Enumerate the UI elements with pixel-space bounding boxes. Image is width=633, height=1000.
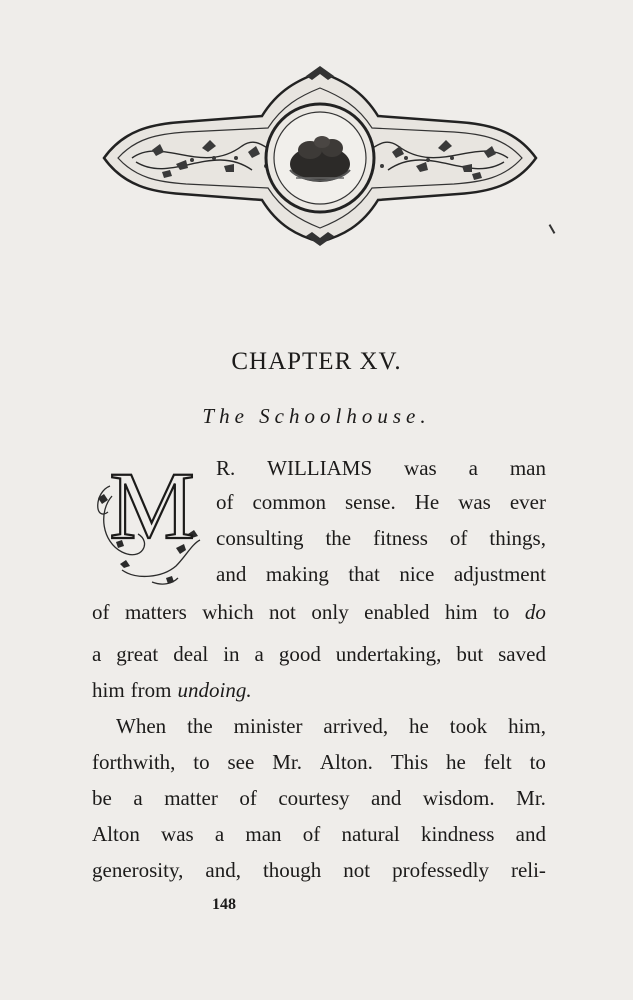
word: undertaking, (335, 642, 442, 666)
word: kindness (420, 822, 495, 846)
word: felt (483, 750, 512, 774)
word: him (92, 678, 125, 702)
word: was (161, 822, 194, 846)
word: wisdom. (422, 786, 495, 810)
word: though (262, 858, 322, 882)
word: great (116, 642, 159, 666)
word: in (223, 642, 240, 666)
word: a (254, 642, 264, 666)
word: common (252, 490, 326, 514)
word: not (343, 858, 371, 882)
word: This (390, 750, 429, 774)
text-line (92, 642, 546, 667)
word: to (193, 750, 210, 774)
decorative-drop-cap (92, 452, 210, 588)
chapter-title: CHAPTER XV. (231, 348, 402, 375)
word: courtesy (278, 786, 350, 810)
word: adjustment (453, 562, 546, 586)
word: a (468, 456, 478, 480)
word: and (371, 786, 402, 810)
word: natural (341, 822, 400, 846)
stray-ink-mark (549, 224, 556, 234)
text-line (216, 526, 546, 551)
word: a (133, 786, 143, 810)
word: WILLIAMS (267, 456, 373, 480)
word: but (456, 642, 484, 666)
word: When (116, 714, 167, 738)
word: minister (233, 714, 303, 738)
word: the (187, 714, 213, 738)
word: of (302, 822, 321, 846)
word: of (216, 490, 234, 514)
word: ever (509, 490, 546, 514)
word: him (444, 600, 478, 624)
ornamental-headpiece (92, 66, 548, 246)
word: of (449, 526, 468, 550)
word: deal (173, 642, 209, 666)
word: he (446, 750, 466, 774)
word: reli- (510, 858, 546, 882)
word: of (92, 600, 110, 624)
word: the (325, 526, 352, 550)
word: from (130, 678, 172, 702)
word: and (515, 822, 546, 846)
text-line (92, 822, 546, 847)
text-line (116, 714, 546, 739)
word: to (529, 750, 546, 774)
word: that (348, 562, 380, 586)
word: arrived, (323, 714, 389, 738)
word: and, (205, 858, 241, 882)
word: saved (498, 642, 546, 666)
text-line (92, 858, 546, 883)
word: enabled (364, 600, 430, 624)
word: consulting (216, 526, 304, 550)
chapter-subtitle: The Schoolhouse. (202, 404, 431, 428)
word: generosity, (92, 858, 184, 882)
word: he (409, 714, 429, 738)
word: do (524, 600, 546, 624)
word: things, (489, 526, 546, 550)
word: which (202, 600, 254, 624)
text-line (92, 678, 546, 703)
word: R. (216, 456, 236, 480)
word: was (458, 490, 491, 514)
drop-cap-letter: M (109, 452, 195, 559)
text-line (92, 786, 546, 811)
word: Mr. (272, 750, 302, 774)
word: a (214, 822, 225, 846)
word: not (269, 600, 296, 624)
word: be (92, 786, 112, 810)
word: Alton. (319, 750, 373, 774)
word: man (245, 822, 282, 846)
word: took (449, 714, 488, 738)
word: of (239, 786, 257, 810)
word: making (265, 562, 329, 586)
word: matter (164, 786, 218, 810)
text-line (216, 456, 546, 481)
word: only (311, 600, 349, 624)
word: fitness (373, 526, 428, 550)
word: a (92, 642, 102, 666)
word: undoing. (177, 678, 252, 702)
word: sense. (344, 490, 396, 514)
word: forthwith, (92, 750, 176, 774)
text-line (92, 750, 546, 775)
word: to (493, 600, 510, 624)
text-line (216, 562, 546, 587)
word: was (404, 456, 437, 480)
word: and (216, 562, 247, 586)
word: him, (508, 714, 546, 738)
page-number: 148 (212, 896, 236, 913)
word: see (227, 750, 255, 774)
word: man (509, 456, 546, 480)
word: professedly (392, 858, 489, 882)
text-line (92, 600, 546, 625)
word: matters (124, 600, 187, 624)
text-line (216, 490, 546, 515)
word: Mr. (516, 786, 546, 810)
word: nice (399, 562, 435, 586)
word: Alton (92, 822, 140, 846)
word: good (278, 642, 321, 666)
word: He (414, 490, 440, 514)
